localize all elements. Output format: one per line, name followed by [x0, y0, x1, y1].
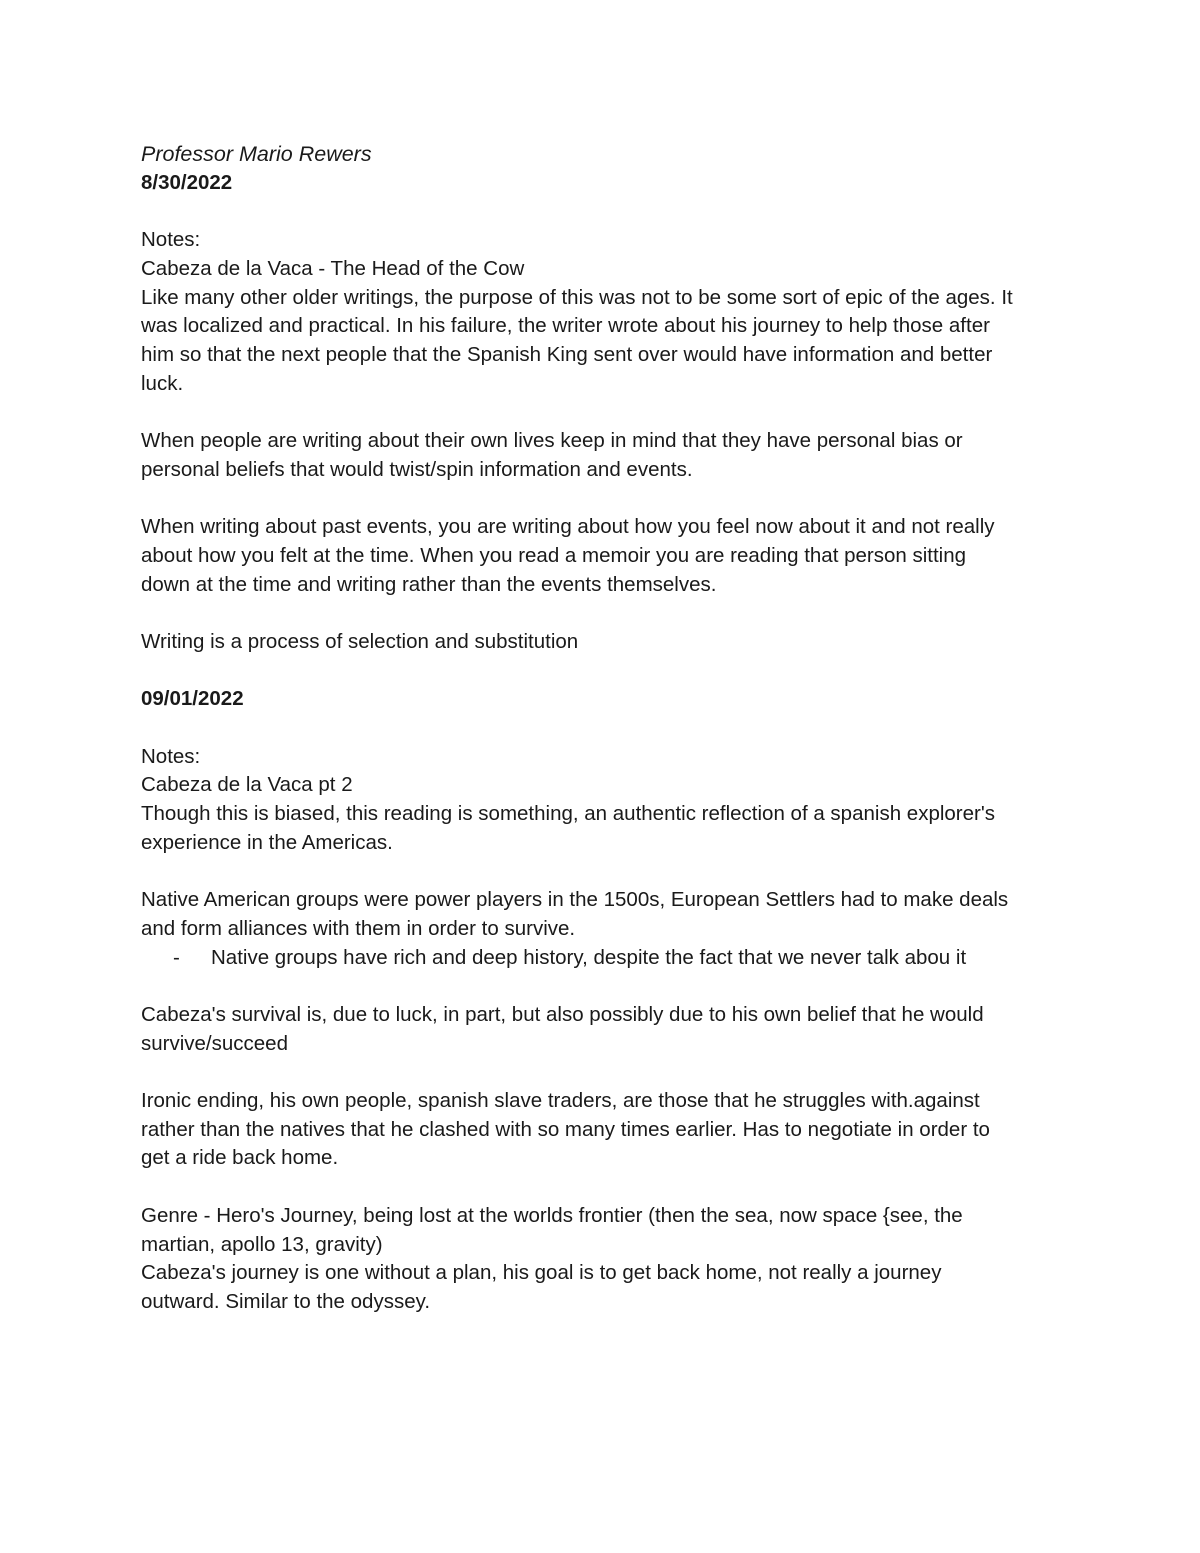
spacer [141, 657, 1071, 686]
spacer [141, 398, 1071, 427]
paragraph-2-3 [141, 1001, 1071, 1058]
text-line: martian, apollo 13, gravity) [141, 1232, 383, 1256]
paragraph-1-2 [141, 427, 1071, 484]
text-line: outward. Similar to the odyssey. [141, 1289, 431, 1313]
spacer [141, 857, 1071, 886]
text-line: luck. [141, 371, 184, 395]
date-heading-1: 8/30/2022 [141, 170, 233, 194]
document-page [141, 140, 1071, 1317]
text-line: was localized and practical. In his failure, the writer wrote about his journey to help those after [141, 314, 990, 338]
text-line: When people are writing about their own lives keep in mind that they have personal bias or [141, 429, 963, 452]
topic-2: Cabeza de la Vaca pt 2 [141, 773, 353, 797]
text-line: Cabeza's survival is, due to luck, in part, but also possibly due to his own belief that he would [141, 1002, 984, 1026]
text-line: experience in the Americas. [141, 830, 393, 854]
text-line: survive/succeed [141, 1031, 288, 1055]
text-line: Ironic ending, his own people, spanish slave traders, are those that he struggles with.against [141, 1089, 980, 1113]
paragraph-1-4: Writing is a process of selection and substitution [141, 629, 579, 653]
bullet-dash: - [173, 945, 180, 969]
notes-label-1: Notes: [141, 228, 201, 252]
text-line: him so that the next people that the Spanish King sent over would have information and better [141, 342, 993, 366]
text-line: down at the time and writing rather than the events themselves. [141, 572, 717, 596]
text-line: Though this is biased, this reading is something, an authentic reflection of a spanish explorer's [141, 802, 996, 826]
bullet-item [141, 944, 1071, 973]
text-line: Cabeza's journey is one without a plan, his goal is to get back home, not really a journey [141, 1261, 942, 1285]
text-line: rather than the natives that he clashed with so many times earlier. Has to negotiate in order to [141, 1117, 990, 1141]
professor-name: Professor Mario Rewers [141, 142, 372, 166]
bullet-text: Native groups have rich and deep history, despite the fact that we never talk abou it [211, 945, 967, 969]
spacer [141, 599, 1071, 628]
paragraph-2-2 [141, 886, 1071, 943]
paragraph-2-4 [141, 1087, 1071, 1173]
spacer [141, 1058, 1071, 1087]
text-line: get a ride back home. [141, 1146, 339, 1170]
text-line: Like many other older writings, the purpose of this was not to be some sort of epic of the ages. It [141, 285, 1013, 309]
spacer [141, 1173, 1071, 1202]
text-line: Native American groups were power players in the 1500s, European Settlers had to make deals [141, 888, 1009, 912]
date-heading-2: 09/01/2022 [141, 687, 244, 711]
paragraph-1-1 [141, 284, 1071, 399]
notes-label-2: Notes: [141, 744, 201, 768]
paragraph-2-1 [141, 800, 1071, 857]
paragraph-1-3 [141, 513, 1071, 599]
text-line: Genre - Hero's Journey, being lost at the worlds frontier (then the sea, now space {see, the [141, 1203, 963, 1227]
paragraph-2-5 [141, 1202, 1071, 1317]
text-line: about how you felt at the time. When you read a memoir you are reading that person sitting [141, 543, 967, 567]
text-line: personal beliefs that would twist/spin information and events. [141, 457, 693, 481]
spacer [141, 714, 1071, 743]
topic-1: Cabeza de la Vaca - The Head of the Cow [141, 256, 525, 280]
text-line: When writing about past events, you are writing about how you feel now about it and not really [141, 515, 995, 539]
spacer [141, 197, 1071, 226]
text-line: and form alliances with them in order to survive. [141, 916, 576, 940]
spacer [141, 484, 1071, 513]
spacer [141, 972, 1071, 1001]
